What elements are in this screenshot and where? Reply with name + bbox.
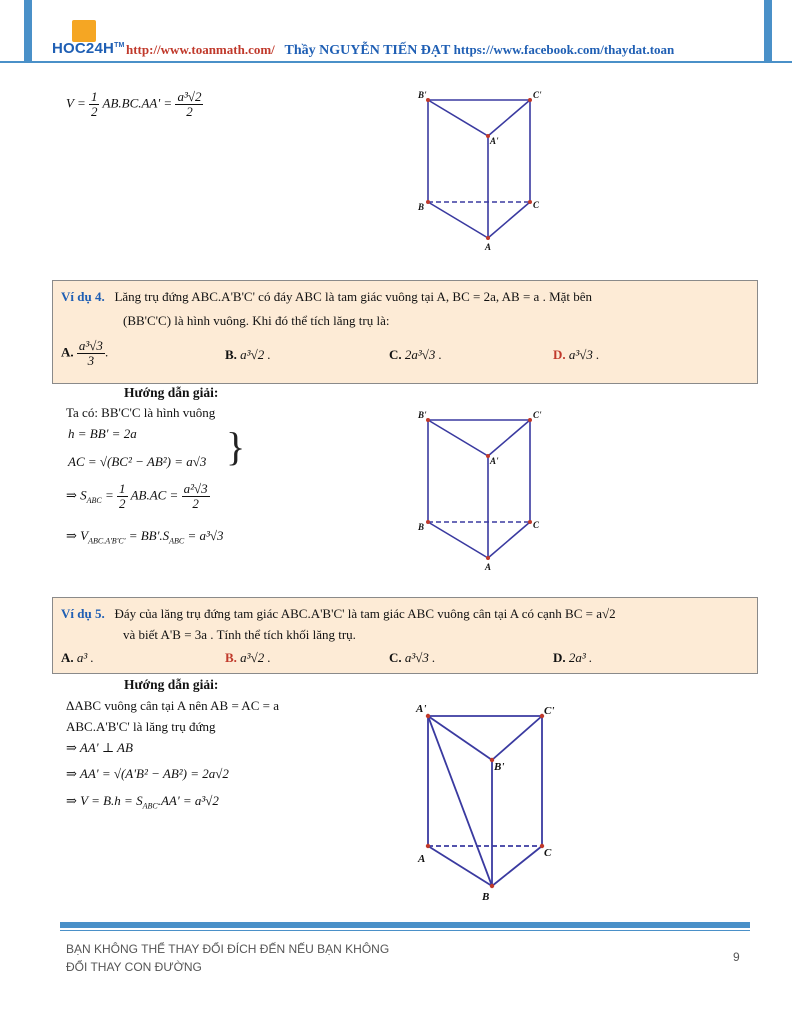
- header-rule: [0, 61, 792, 63]
- prism-figure-2: [410, 406, 560, 576]
- example-4-option-a[interactable]: A. $\frac{\text{a³√3}}{3}$ .: [61, 338, 109, 368]
- solution-4-line-3: AC = √(BC² − AB²) = a√3: [68, 454, 207, 469]
- solution-5-line-5: ⇒ $V = B.h = S_{ABC}.AA' = a^3√2$: [66, 793, 219, 811]
- example-4-option-c[interactable]: C. 2a³√3 .: [389, 347, 442, 362]
- solution-4-line-1: Ta có: BB'C'C là hình vuông: [66, 405, 216, 420]
- solution-5-line-3: ⇒ AA' ⊥ AB: [66, 740, 133, 755]
- example-4-box: Ví dụ 4. Lăng trụ đứng ABC.A'B'C' có đáy ABC là tam giác vuông tại A, BC = 2a, AB = a . Mặt bên (BB'C'C) là hình vuông. Khi đó thể tích lăng trụ là: A. $\frac{\text{a³√3}}{3}$ . B. a³√2 . C. 2a³√3 . D. a³√3 .: [52, 280, 758, 384]
- solution-4-line-4: ⇒ $S_{ABC}$ = $\frac{1}{2}$ AB.AC = $\frac{\text{a²√3}}{2}$: [66, 481, 208, 511]
- label-b: B: [418, 202, 425, 212]
- example-5-question: Ví dụ 5. Đáy của lăng trụ đứng tam giác ABC.A'B'C' là tam giác ABC vuông cân tại A có cạnh BC = a√2: [61, 606, 616, 621]
- solution-5-line-2: ABC.A'B'C' là lăng trụ đứng: [66, 719, 216, 734]
- label-b: B: [418, 522, 425, 532]
- label-b-prime: B': [418, 410, 427, 420]
- label-c-prime: C': [533, 90, 542, 100]
- page-number: 9: [733, 950, 740, 964]
- logo: HOC24H™: [52, 40, 125, 57]
- volume-formula: V = $\frac{1}{2}$ AB.BC.AA' = $\frac{\text{a³√2}}{2}$: [66, 89, 202, 119]
- prism-figure-3: [410, 700, 570, 905]
- label-c-prime: C': [533, 410, 542, 420]
- label-c-prime: C': [544, 705, 555, 717]
- footer-slogan: BẠN KHÔNG THỂ THAY ĐỔI ĐÍCH ĐẾN NẾU BẠN KHÔNG ĐỔI THAY CON ĐƯỜNG: [66, 942, 390, 974]
- solution-4-brace: }: [226, 424, 246, 469]
- example-5-option-c[interactable]: C. a³√3 .: [389, 650, 436, 665]
- example-4-option-d[interactable]: D. a³√3 .: [553, 347, 600, 362]
- label-a-prime: A': [416, 703, 427, 715]
- label-c: C: [533, 200, 540, 210]
- teacher-name: Thầy NGUYỄN TIẾN ĐẠT: [284, 43, 451, 58]
- label-c: C: [544, 847, 552, 859]
- label-b-prime: B': [418, 90, 427, 100]
- solution-5-line-4: ⇒ AA' = √(A'B² − AB²) = 2a√2: [66, 766, 229, 781]
- url-toanmath[interactable]: http://www.toanmath.com/: [126, 42, 275, 57]
- header-left-bar: [24, 0, 32, 62]
- url-facebook[interactable]: https://www.facebook.com/thaydat.toan: [453, 42, 675, 57]
- solution-4-line-2: h = BB' = 2a: [68, 426, 137, 441]
- logo-book-icon: [72, 20, 96, 42]
- label-a: A: [485, 562, 492, 572]
- solution-5-line-1: ΔABC vuông cân tại A nên AB = AC = a: [66, 698, 279, 713]
- label-a: A: [485, 242, 492, 252]
- solution-5-title: Hướng dẫn giải:: [124, 677, 219, 692]
- label-c: C: [533, 520, 540, 530]
- example-5-option-a[interactable]: A. a³ .: [61, 650, 94, 665]
- label-a-prime: A': [490, 456, 499, 466]
- footer-rule-thin: [60, 930, 750, 931]
- label-a: A: [418, 853, 426, 865]
- footer-rule: [60, 922, 750, 928]
- example-5-option-b[interactable]: B. a³√2 .: [225, 650, 271, 665]
- example-4-question: Ví dụ 4. Lăng trụ đứng ABC.A'B'C' có đáy ABC là tam giác vuông tại A, BC = 2a, AB = a . Mặt bên: [61, 289, 593, 304]
- header-line: [126, 42, 674, 59]
- example-5-option-d[interactable]: D. 2a³ .: [553, 650, 593, 665]
- solution-4-line-5: ⇒ $V_{ABC.A'B'C'} = BB'.S_{ABC} = a^3√3$: [66, 528, 224, 546]
- prism-figure-1: [410, 86, 560, 256]
- label-b-prime: B': [494, 761, 505, 773]
- label-a-prime: A': [490, 136, 499, 146]
- label-b: B: [482, 891, 490, 903]
- solution-4-title: Hướng dẫn giải:: [124, 385, 219, 400]
- example-5-box: Ví dụ 5. Đáy của lăng trụ đứng tam giác ABC.A'B'C' là tam giác ABC vuông cân tại A có cạnh BC = a√2 và biết A'B = 3a . Tính thể tích khối lăng trụ. A. a³ . B. a³√2 . C. a³√3 . D. 2a³ .: [52, 597, 758, 674]
- example-4-option-b[interactable]: B. a³√2 .: [225, 347, 271, 362]
- header-right-bar: [764, 0, 772, 62]
